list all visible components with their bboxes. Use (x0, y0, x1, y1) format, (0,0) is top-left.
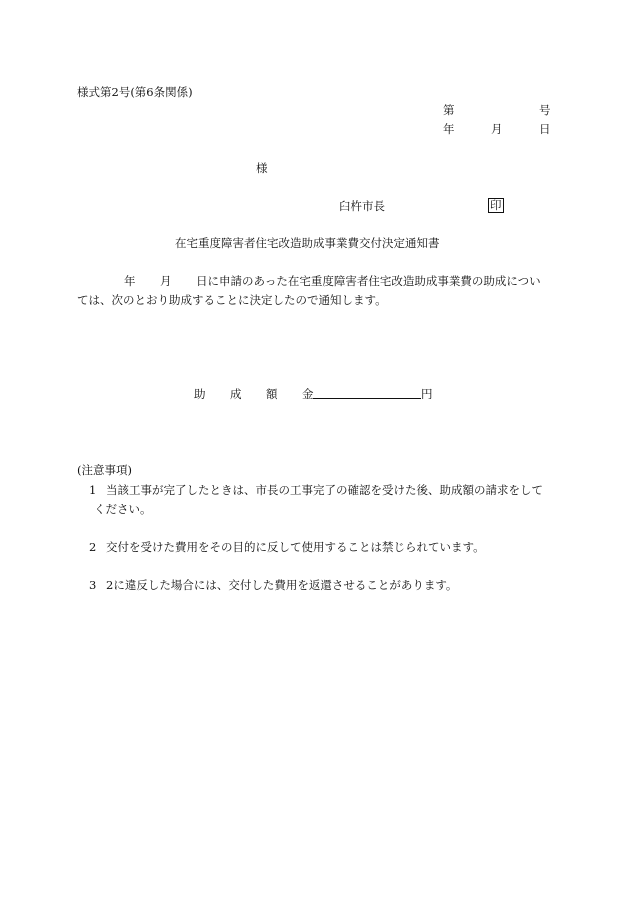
note-item-2-line-1: 交付を受けた費用をその目的に反して使用することは禁じられています。 (106, 540, 485, 554)
document-title: 在宅重度障害者住宅改造助成事業費交付決定通知書 (175, 236, 440, 250)
note-item-1-number: 1 (89, 483, 97, 497)
notes-heading: (注意事項) (77, 463, 132, 477)
amount-char-4: 金 (302, 387, 314, 401)
note-item-3-number: 3 (89, 578, 97, 592)
body-line-1: 日に申請のあった在宅重度障害者住宅改造助成事業費の助成につい (196, 274, 541, 288)
form-label: 様式第2号(第6条関係) (77, 85, 193, 99)
note-item-2-number: 2 (89, 540, 97, 554)
note-item-1-line-2: ください。 (94, 502, 152, 516)
date-month-label: 月 (491, 122, 503, 136)
amount-char-3: 額 (266, 387, 278, 401)
note-item-3-line-1: 2に違反した場合には、交付した費用を返還させることがあります。 (106, 578, 458, 592)
date-day-label: 日 (539, 122, 551, 136)
seal-stamp (488, 197, 504, 213)
seal-label: 印 (490, 198, 502, 212)
amount-char-2: 成 (230, 387, 242, 401)
amount-unit: 円 (421, 387, 433, 401)
body-line-2: ては、次のとおり助成することに決定したので通知します。 (77, 293, 387, 307)
number-prefix: 第 (443, 103, 455, 117)
addressee-honorific: 様 (256, 161, 268, 175)
amount-blank-line (313, 386, 421, 403)
date-year-label: 年 (443, 122, 455, 136)
issuer-name: 臼杵市長 (339, 199, 385, 213)
note-item-1-line-1: 当該工事が完了したときは、市長の工事完了の確認を受けた後、助成額の請求をして (106, 483, 543, 497)
number-suffix: 号 (539, 103, 551, 117)
amount-char-1: 助 (194, 387, 206, 401)
body-year-label: 年 (124, 274, 136, 288)
body-month-label: 月 (160, 274, 172, 288)
